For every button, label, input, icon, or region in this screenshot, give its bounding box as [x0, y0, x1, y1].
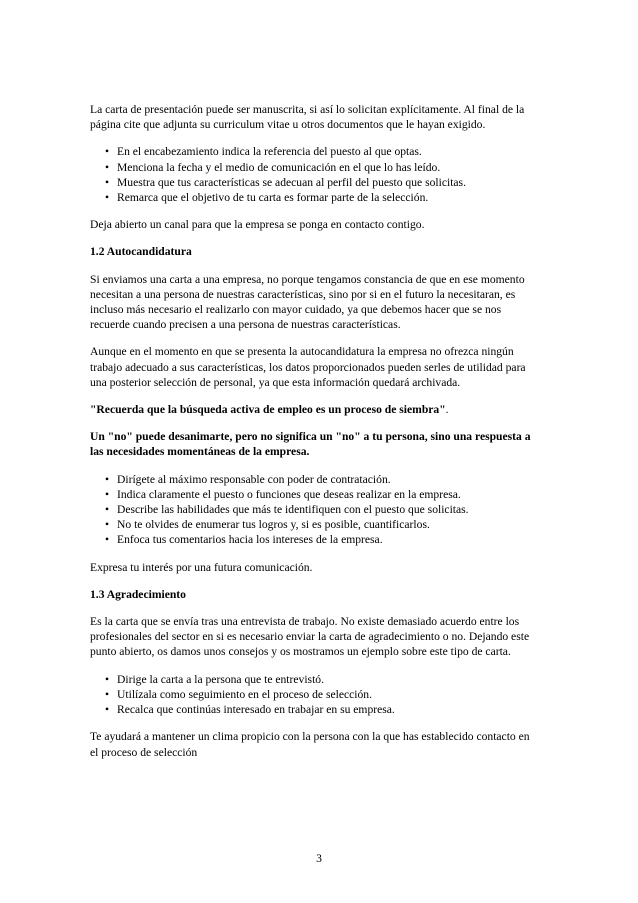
text-line: Si enviamos una carta a una empresa, no porque tengamos constancia de que en ese momento: [90, 272, 525, 286]
text-line: trabajo adecuado a sus características, los datos proporcionados pueden serles de utilidad para: [90, 360, 526, 374]
list-item: • En el encabezamiento indica la referencia del puesto al que optas.: [90, 144, 546, 159]
bullet-list-presentation: [90, 144, 546, 205]
text-line: La carta de presentación puede ser manuscrita, si así lo solicitan explícitamente. Al final de la: [90, 103, 525, 116]
text-line: Te ayudará a mantener un clima propicio con la persona con la que has establecido contacto en: [90, 730, 530, 744]
bullet-list-autocandidatura: [90, 472, 546, 548]
paragraph-quote: [90, 402, 546, 417]
paragraph-agradecimiento: [90, 614, 546, 660]
bullet-list-agradecimiento: [90, 672, 546, 718]
quote-text: "Recuerda que la búsqueda activa de empleo es un proceso de siembra": [90, 403, 446, 417]
text-line: profesionales del sector en si es necesario enviar la carta de agradecimiento o no. Dejando este: [90, 630, 530, 644]
page-content: [90, 102, 546, 772]
text-line: Un "no" puede desanimarte, pero no significa un "no" a tu persona, sino una respuesta a: [90, 430, 531, 444]
paragraph-autocandidatura: [90, 272, 546, 333]
text-line: el proceso de selección: [90, 745, 198, 759]
list-item: • Menciona la fecha y el medio de comunicación en el que lo has leído.: [90, 160, 546, 175]
paragraph-contact: Deja abierto un canal para que la empresa se ponga en contacto contigo.: [90, 218, 425, 232]
text-line: incluso más necesario el realizarlo con mayor cuidado, ya que debemos hacer que se nos: [90, 303, 502, 317]
paragraph-bold-advice: [90, 429, 546, 459]
paragraph-intro: [90, 102, 546, 132]
text-line: Aunque en el momento en que se presenta la autocandidatura la empresa no ofrezca ningún: [90, 345, 514, 359]
paragraph-interest: Expresa tu interés por una futura comunicación.: [90, 560, 313, 574]
text-line: las necesidades momentáneas de la empresa.: [90, 445, 310, 459]
section-heading-agradecimiento: 1.3 Agradecimiento: [90, 587, 186, 601]
list-item: • Enfoca tus comentarios hacia los intereses de la empresa.: [90, 532, 546, 547]
text-line: punto abierto, os damos unos consejos y os mostramos un ejemplo sobre este tipo de carta.: [90, 645, 511, 659]
list-item: • Indica claramente el puesto o funciones que deseas realizar en la empresa.: [90, 487, 546, 502]
list-item: • Remarca que el objetivo de tu carta es formar parte de la selección.: [90, 190, 546, 205]
list-item: • Describe las habilidades que más te identifiquen con el puesto que solicitas.: [90, 502, 546, 517]
text-line: una posterior selección de personal, ya que esta información quedará archivada.: [90, 375, 461, 389]
text-line: necesitan a una persona de nuestras características, sino por si en el futuro la necesitaran, es: [90, 287, 516, 301]
text-line: página cite que adjunta su curriculum vitae u otros documentos que le hayan exigido.: [90, 118, 486, 132]
text-line: recuerde cuando precisen a una persona de nuestras características.: [90, 318, 401, 332]
list-item: • Muestra que tus características se adecuan al perfil del puesto que solicitas.: [90, 175, 546, 190]
list-item: • Dirige la carta a la persona que te entrevistó.: [90, 672, 546, 687]
paragraph-archive: [90, 344, 546, 390]
page-number: 3: [316, 852, 322, 865]
section-heading-autocandidatura: 1.2 Autocandidatura: [90, 245, 192, 259]
list-item: • Recalca que continúas interesado en trabajar en su empresa.: [90, 702, 546, 717]
quote-end: .: [445, 403, 449, 417]
paragraph-closing: [90, 729, 546, 759]
list-item: • Utilízala como seguimiento en el proceso de selección.: [90, 687, 546, 702]
list-item: • No te olvides de enumerar tus logros y, si es posible, cuantificarlos.: [90, 517, 546, 532]
list-item: • Dirígete al máximo responsable con poder de contratación.: [90, 472, 546, 487]
text-line: Es la carta que se envía tras una entrevista de trabajo. No existe demasiado acuerdo entre los: [90, 615, 520, 629]
